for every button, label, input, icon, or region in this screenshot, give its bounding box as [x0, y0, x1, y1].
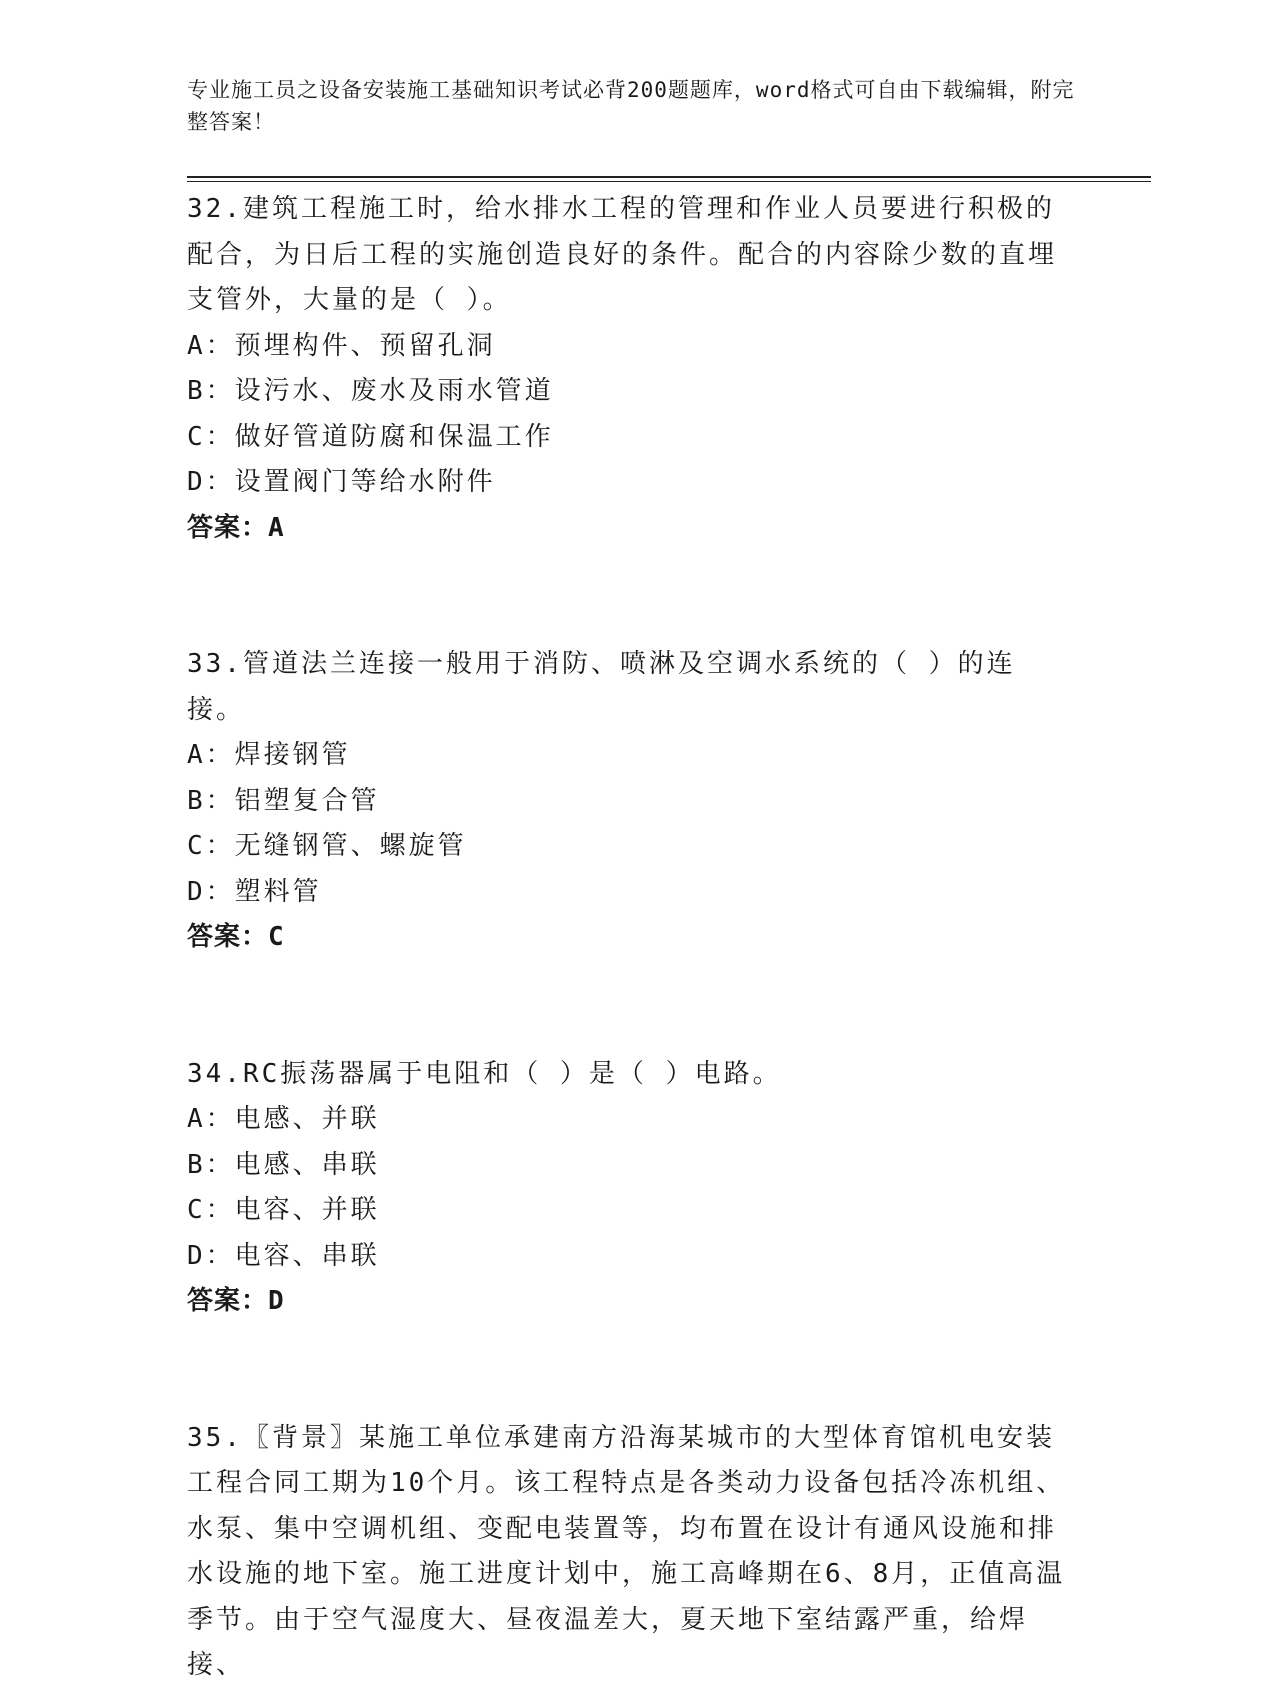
question-stem: 32.建筑工程施工时，给水排水工程的管理和作业人员要进行积极的配合，为日后工程的实施创造良好的条件。配合的内容除少数的直埋支管外，大量的是（ ）。 — [187, 194, 1058, 315]
option-d: D：设置阀门等给水附件 — [187, 467, 496, 497]
header-divider-thin — [187, 181, 1151, 182]
option-b: B：铝塑复合管 — [187, 785, 380, 816]
option-b: B：设污水、废水及雨水管道 — [187, 376, 554, 406]
question-stem: 33.管道法兰连接一般用于消防、喷淋及空调水系统的（ ）的连接。 — [187, 649, 1016, 725]
option-a: A：电感、并联 — [187, 1104, 380, 1134]
question-35 — [187, 1416, 1067, 1689]
option-c: C：无缝钢管、螺旋管 — [187, 831, 467, 861]
option-c: C：做好管道防腐和保温工作 — [187, 421, 554, 452]
option-b: B：电感、串联 — [187, 1149, 380, 1180]
answer-line: 答案：D — [187, 1286, 285, 1316]
question-stem: 34.RC振荡器属于电阻和（ ）是（ ）电路。 — [187, 1058, 782, 1089]
option-a: A：焊接钢管 — [187, 740, 351, 770]
question-spacer — [187, 1325, 1067, 1416]
question-33 — [187, 642, 1067, 961]
question-spacer — [187, 551, 1067, 642]
option-d: D：电容、串联 — [187, 1240, 380, 1271]
option-d: D：塑料管 — [187, 876, 322, 907]
question-list — [187, 187, 1067, 1689]
header-divider-thick — [187, 176, 1151, 178]
question-stem: 35.〖背景〗某施工单位承建南方沿海某城市的大型体育馆机电安装工程合同工期为10个月。该工程特点是各类动力设备包括冷冻机组、水泵、集中空调机组、变配电装置等，均布置在设计有通风设施和排水设施的地下室。施工进度计划中，施工高峰期在6、8月，正值高温季节。由于空气湿度大、昼夜温差大，夏天地下室结露严重，给焊接、 — [187, 1422, 1066, 1680]
question-32 — [187, 187, 1067, 551]
option-a: A：预埋构件、预留孔洞 — [187, 330, 496, 361]
option-c: C：电容、并联 — [187, 1195, 380, 1225]
answer-line: 答案：A — [187, 512, 285, 543]
document-header: 专业施工员之设备安装施工基础知识考试必背200题题库，word格式可自由下载编辑，附完整答案！ — [187, 78, 1075, 134]
question-34 — [187, 1052, 1067, 1325]
answer-line: 答案：C — [187, 922, 285, 952]
question-spacer — [187, 961, 1067, 1052]
